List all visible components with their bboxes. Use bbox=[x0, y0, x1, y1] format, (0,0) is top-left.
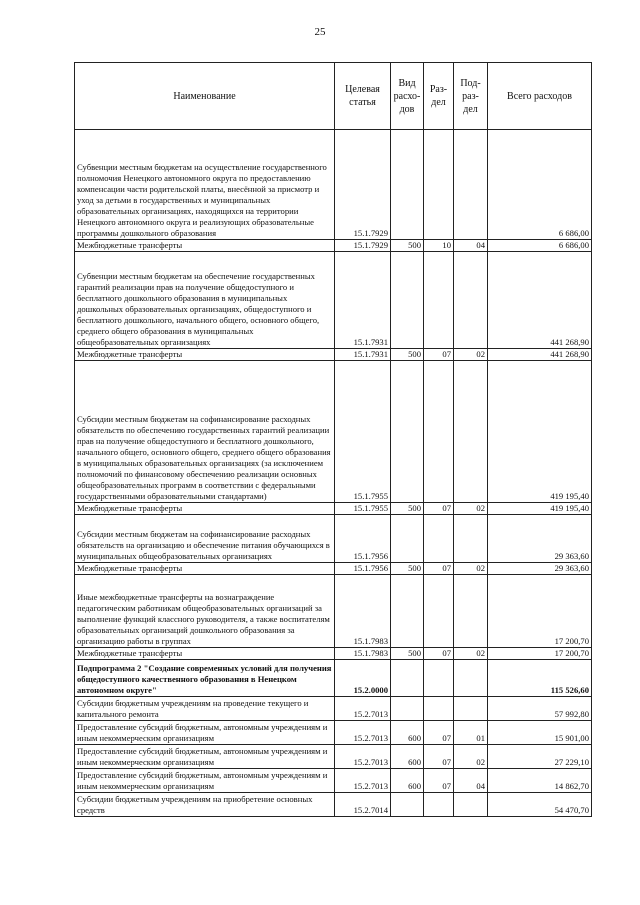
cell-razdel: 07 bbox=[424, 769, 454, 793]
cell-code: 15.1.7931 bbox=[335, 252, 391, 349]
table-row bbox=[75, 130, 592, 240]
page-number: 25 bbox=[314, 26, 326, 38]
cell-name: Субсидии местным бюджетам на софинансирование расходных обязательств по обеспечению государственных гарантий реализации прав на получение общедоступного и бесплатного дошкольного, начального общего, основного общего, среднего общего образования в муниципальных образовательных организациях (за исключением полномочий по финансовому обеспечению реализации основных общеобразовательных программ в соответствии с федеральными государственными образовательными стандартами) bbox=[75, 361, 335, 503]
cell-podrazdel: 02 bbox=[454, 563, 488, 575]
cell-total: 29 363,60 bbox=[488, 563, 592, 575]
cell-vid bbox=[391, 252, 424, 349]
cell-code: 15.1.7956 bbox=[335, 515, 391, 563]
cell-code: 15.1.7929 bbox=[335, 240, 391, 252]
cell-razdel: 07 bbox=[424, 745, 454, 769]
cell-podrazdel bbox=[454, 575, 488, 648]
table-row bbox=[75, 503, 592, 515]
cell-vid bbox=[391, 515, 424, 563]
cell-code: 15.2.0000 bbox=[335, 660, 391, 697]
cell-podrazdel bbox=[454, 515, 488, 563]
cell-podrazdel bbox=[454, 252, 488, 349]
cell-name: Межбюджетные трансферты bbox=[75, 240, 335, 252]
cell-total: 419 195,40 bbox=[488, 503, 592, 515]
table-row bbox=[75, 660, 592, 697]
cell-name: Предоставление субсидий бюджетным, автономным учреждениям и иным некоммерческим организациям bbox=[75, 721, 335, 745]
cell-vid: 500 bbox=[391, 648, 424, 660]
cell-name: Подпрограмма 2 "Создание современных условий для получения общедоступного качественного образования в Ненецком автономном округе" bbox=[75, 660, 335, 697]
cell-razdel: 10 bbox=[424, 240, 454, 252]
cell-podrazdel: 01 bbox=[454, 721, 488, 745]
cell-name: Субсидии местным бюджетам на софинансирование расходных обязательств на организацию и обеспечение питания обучающихся в муниципальных общеобразовательных организациях bbox=[75, 515, 335, 563]
table-header-row bbox=[75, 63, 592, 130]
cell-name: Межбюджетные трансферты bbox=[75, 503, 335, 515]
cell-total: 441 268,90 bbox=[488, 252, 592, 349]
cell-total: 6 686,00 bbox=[488, 240, 592, 252]
table-row bbox=[75, 575, 592, 648]
table-row bbox=[75, 793, 592, 817]
cell-total: 14 862,70 bbox=[488, 769, 592, 793]
cell-code: 15.2.7013 bbox=[335, 721, 391, 745]
cell-podrazdel bbox=[454, 130, 488, 240]
cell-razdel bbox=[424, 793, 454, 817]
table-row bbox=[75, 648, 592, 660]
table-row bbox=[75, 563, 592, 575]
header-razdel: Раз-дел bbox=[424, 63, 454, 130]
budget-table bbox=[74, 62, 592, 817]
cell-code: 15.1.7955 bbox=[335, 361, 391, 503]
cell-podrazdel: 04 bbox=[454, 240, 488, 252]
cell-vid: 600 bbox=[391, 721, 424, 745]
cell-razdel: 07 bbox=[424, 563, 454, 575]
cell-vid bbox=[391, 793, 424, 817]
header-podrazdel: Под-раз-дел bbox=[454, 63, 488, 130]
cell-vid bbox=[391, 361, 424, 503]
cell-podrazdel: 02 bbox=[454, 503, 488, 515]
cell-code: 15.2.7014 bbox=[335, 793, 391, 817]
cell-total: 419 195,40 bbox=[488, 361, 592, 503]
cell-razdel bbox=[424, 575, 454, 648]
cell-razdel: 07 bbox=[424, 349, 454, 361]
cell-code: 15.1.7931 bbox=[335, 349, 391, 361]
cell-total: 115 526,60 bbox=[488, 660, 592, 697]
cell-code: 15.1.7955 bbox=[335, 503, 391, 515]
cell-code: 15.2.7013 bbox=[335, 745, 391, 769]
cell-razdel: 07 bbox=[424, 648, 454, 660]
cell-total: 29 363,60 bbox=[488, 515, 592, 563]
cell-podrazdel bbox=[454, 697, 488, 721]
cell-code: 15.1.7983 bbox=[335, 648, 391, 660]
cell-total: 441 268,90 bbox=[488, 349, 592, 361]
cell-total: 27 229,10 bbox=[488, 745, 592, 769]
cell-code: 15.1.7956 bbox=[335, 563, 391, 575]
cell-vid: 500 bbox=[391, 503, 424, 515]
cell-podrazdel bbox=[454, 793, 488, 817]
cell-total: 6 686,00 bbox=[488, 130, 592, 240]
cell-razdel bbox=[424, 361, 454, 503]
cell-razdel bbox=[424, 130, 454, 240]
header-vid: Вид расхо-дов bbox=[391, 63, 424, 130]
table-row bbox=[75, 349, 592, 361]
cell-razdel bbox=[424, 697, 454, 721]
table-row bbox=[75, 252, 592, 349]
cell-vid bbox=[391, 660, 424, 697]
cell-vid: 600 bbox=[391, 769, 424, 793]
cell-name: Субвенции местным бюджетам на осуществление государственного полномочия Ненецкого автономного округа по предоставлению компенсации части родительской платы, внесённой за присмотр и уход за детьми в государственных и муниципальных образовательных организациях, находящихся на территории Ненецкого автономного округа и реализующих образовательные программы дошкольного образования bbox=[75, 130, 335, 240]
header-code: Целевая статья bbox=[335, 63, 391, 130]
cell-total: 54 470,70 bbox=[488, 793, 592, 817]
cell-name: Иные межбюджетные трансферты на вознаграждение педагогическим работникам общеобразовательных организаций за выполнение функций классного руководителя, а также воспитателям образовательных организаций дошкольного образования за организацию работы в группах bbox=[75, 575, 335, 648]
cell-razdel: 07 bbox=[424, 503, 454, 515]
cell-total: 17 200,70 bbox=[488, 575, 592, 648]
cell-name: Субсидии бюджетным учреждениям на проведение текущего и капитального ремонта bbox=[75, 697, 335, 721]
header-total: Всего расходов bbox=[488, 63, 592, 130]
table-row bbox=[75, 240, 592, 252]
cell-razdel: 07 bbox=[424, 721, 454, 745]
cell-name: Межбюджетные трансферты bbox=[75, 349, 335, 361]
cell-vid: 600 bbox=[391, 745, 424, 769]
cell-vid: 500 bbox=[391, 563, 424, 575]
table-row bbox=[75, 697, 592, 721]
cell-vid bbox=[391, 697, 424, 721]
cell-vid bbox=[391, 575, 424, 648]
table-row bbox=[75, 361, 592, 503]
table-row bbox=[75, 745, 592, 769]
cell-name: Предоставление субсидий бюджетным, автономным учреждениям и иным некоммерческим организациям bbox=[75, 745, 335, 769]
table-row bbox=[75, 721, 592, 745]
cell-podrazdel: 02 bbox=[454, 648, 488, 660]
cell-total: 17 200,70 bbox=[488, 648, 592, 660]
cell-razdel bbox=[424, 660, 454, 697]
cell-name: Субвенции местным бюджетам на обеспечение государственных гарантий реализации прав на получение общедоступного и бесплатного дошкольного образования в муниципальных дошкольных образовательных организациях, общедоступного и бесплатного дошкольного, начального общего, основного общего, среднего общего образования в муниципальных общеобразовательных организациях bbox=[75, 252, 335, 349]
cell-name: Межбюджетные трансферты bbox=[75, 648, 335, 660]
cell-vid: 500 bbox=[391, 240, 424, 252]
header-name: Наименование bbox=[75, 63, 335, 130]
cell-code: 15.1.7983 bbox=[335, 575, 391, 648]
cell-vid bbox=[391, 130, 424, 240]
table-row bbox=[75, 515, 592, 563]
cell-razdel bbox=[424, 252, 454, 349]
cell-vid: 500 bbox=[391, 349, 424, 361]
cell-name: Субсидии бюджетным учреждениям на приобретение основных средств bbox=[75, 793, 335, 817]
cell-podrazdel: 02 bbox=[454, 745, 488, 769]
cell-name: Предоставление субсидий бюджетным, автономным учреждениям и иным некоммерческим организациям bbox=[75, 769, 335, 793]
cell-name: Межбюджетные трансферты bbox=[75, 563, 335, 575]
cell-podrazdel bbox=[454, 361, 488, 503]
table-row bbox=[75, 769, 592, 793]
cell-podrazdel: 04 bbox=[454, 769, 488, 793]
cell-podrazdel: 02 bbox=[454, 349, 488, 361]
cell-razdel bbox=[424, 515, 454, 563]
cell-code: 15.1.7929 bbox=[335, 130, 391, 240]
cell-code: 15.2.7013 bbox=[335, 769, 391, 793]
cell-podrazdel bbox=[454, 660, 488, 697]
cell-total: 15 901,00 bbox=[488, 721, 592, 745]
cell-code: 15.2.7013 bbox=[335, 697, 391, 721]
cell-total: 57 992,80 bbox=[488, 697, 592, 721]
